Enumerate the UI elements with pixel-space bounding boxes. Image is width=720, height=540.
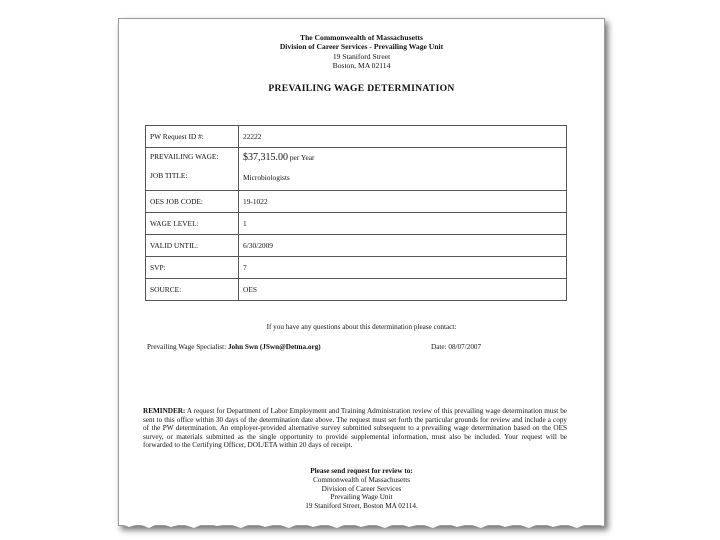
determination-table [145,125,567,301]
table-row [146,126,567,148]
send-to-line-3: Prevailing Wage Unit [330,493,393,502]
header-line-2: Division of Career Services - Prevailing Wage Unit [279,42,444,52]
request-id-value: 22222 [239,126,567,148]
specialist-label: Prevailing Wage Specialist: [147,343,227,351]
table-row [146,235,567,257]
header-line-4: Boston, MA 02114 [332,61,391,71]
oes-code-value: 19-1022 [239,191,567,213]
valid-until-label: VALID UNTIL: [146,235,239,257]
wage-value [243,148,562,163]
wage-level-label: WAGE LEVEL: [146,213,239,235]
table-row [146,148,567,191]
table-row [146,257,567,279]
contact-line: If you have any questions about this determination please contact: [266,323,457,331]
table-row [146,213,567,235]
source-value: OES [239,279,567,301]
document-title: PREVAILING WAGE DETERMINATION [268,83,455,94]
specialist-name: John Swn (JSwn@Detma.org) [227,343,321,351]
send-to-line-4: 19 Staniford Street, Boston MA 02114. [305,502,418,511]
oes-code-label: OES JOB CODE: [146,191,239,213]
valid-until-value: 6/30/2009 [239,235,567,257]
wage-value-cell [239,148,567,191]
letterhead [119,33,604,71]
torn-edge-decoration [119,521,604,531]
specialist-line [147,343,321,351]
request-id-label: PW Request ID #: [146,126,239,148]
job-title-value: Microbiologists [243,173,290,182]
header-line-3: 19 Staniford Street [332,51,391,61]
table-row [146,191,567,213]
job-title-label: JOB TITLE: [150,171,188,180]
reminder-label: REMINDER: [143,407,186,415]
determination-date: Date: 08/07/2007 [431,343,482,351]
send-to-line-2: Division of Career Services [321,484,402,493]
wage-label-cell [146,148,239,191]
wage-label: PREVAILING WAGE: [150,152,219,161]
send-to-heading: Please send request for review to: [310,467,413,475]
svp-label: SVP: [146,257,239,279]
source-label: SOURCE: [146,279,239,301]
wage-amount: $37,315.00 [243,152,288,163]
reminder-paragraph [143,407,567,450]
reminder-text: A request for Department of Labor Employment and Training Administration review of this prevailing wage determination must be sent to this office within 30 days of the determination date above. The request must set forth the particular grounds for review and include a copy of the PW determination. An employer-provided alternative survey submitted subsequent to a prevailing wage determination based on the OES survey, or materials submitted as the single opportunity to provide supplemental information, must also be included. Your request will be forwarded to the Certifying Officer, DOL/ETA within 20 days of receipt. [143,407,567,450]
send-request-block [119,467,604,511]
wage-level-value: 1 [239,213,567,235]
document-page [118,18,605,526]
table-row [146,279,567,301]
header-line-1: The Commonwealth of Massachusetts [300,33,423,42]
svp-value: 7 [239,257,567,279]
wage-unit: per Year [289,153,315,162]
send-to-line-1: Commonwealth of Massachusetts [312,475,411,484]
